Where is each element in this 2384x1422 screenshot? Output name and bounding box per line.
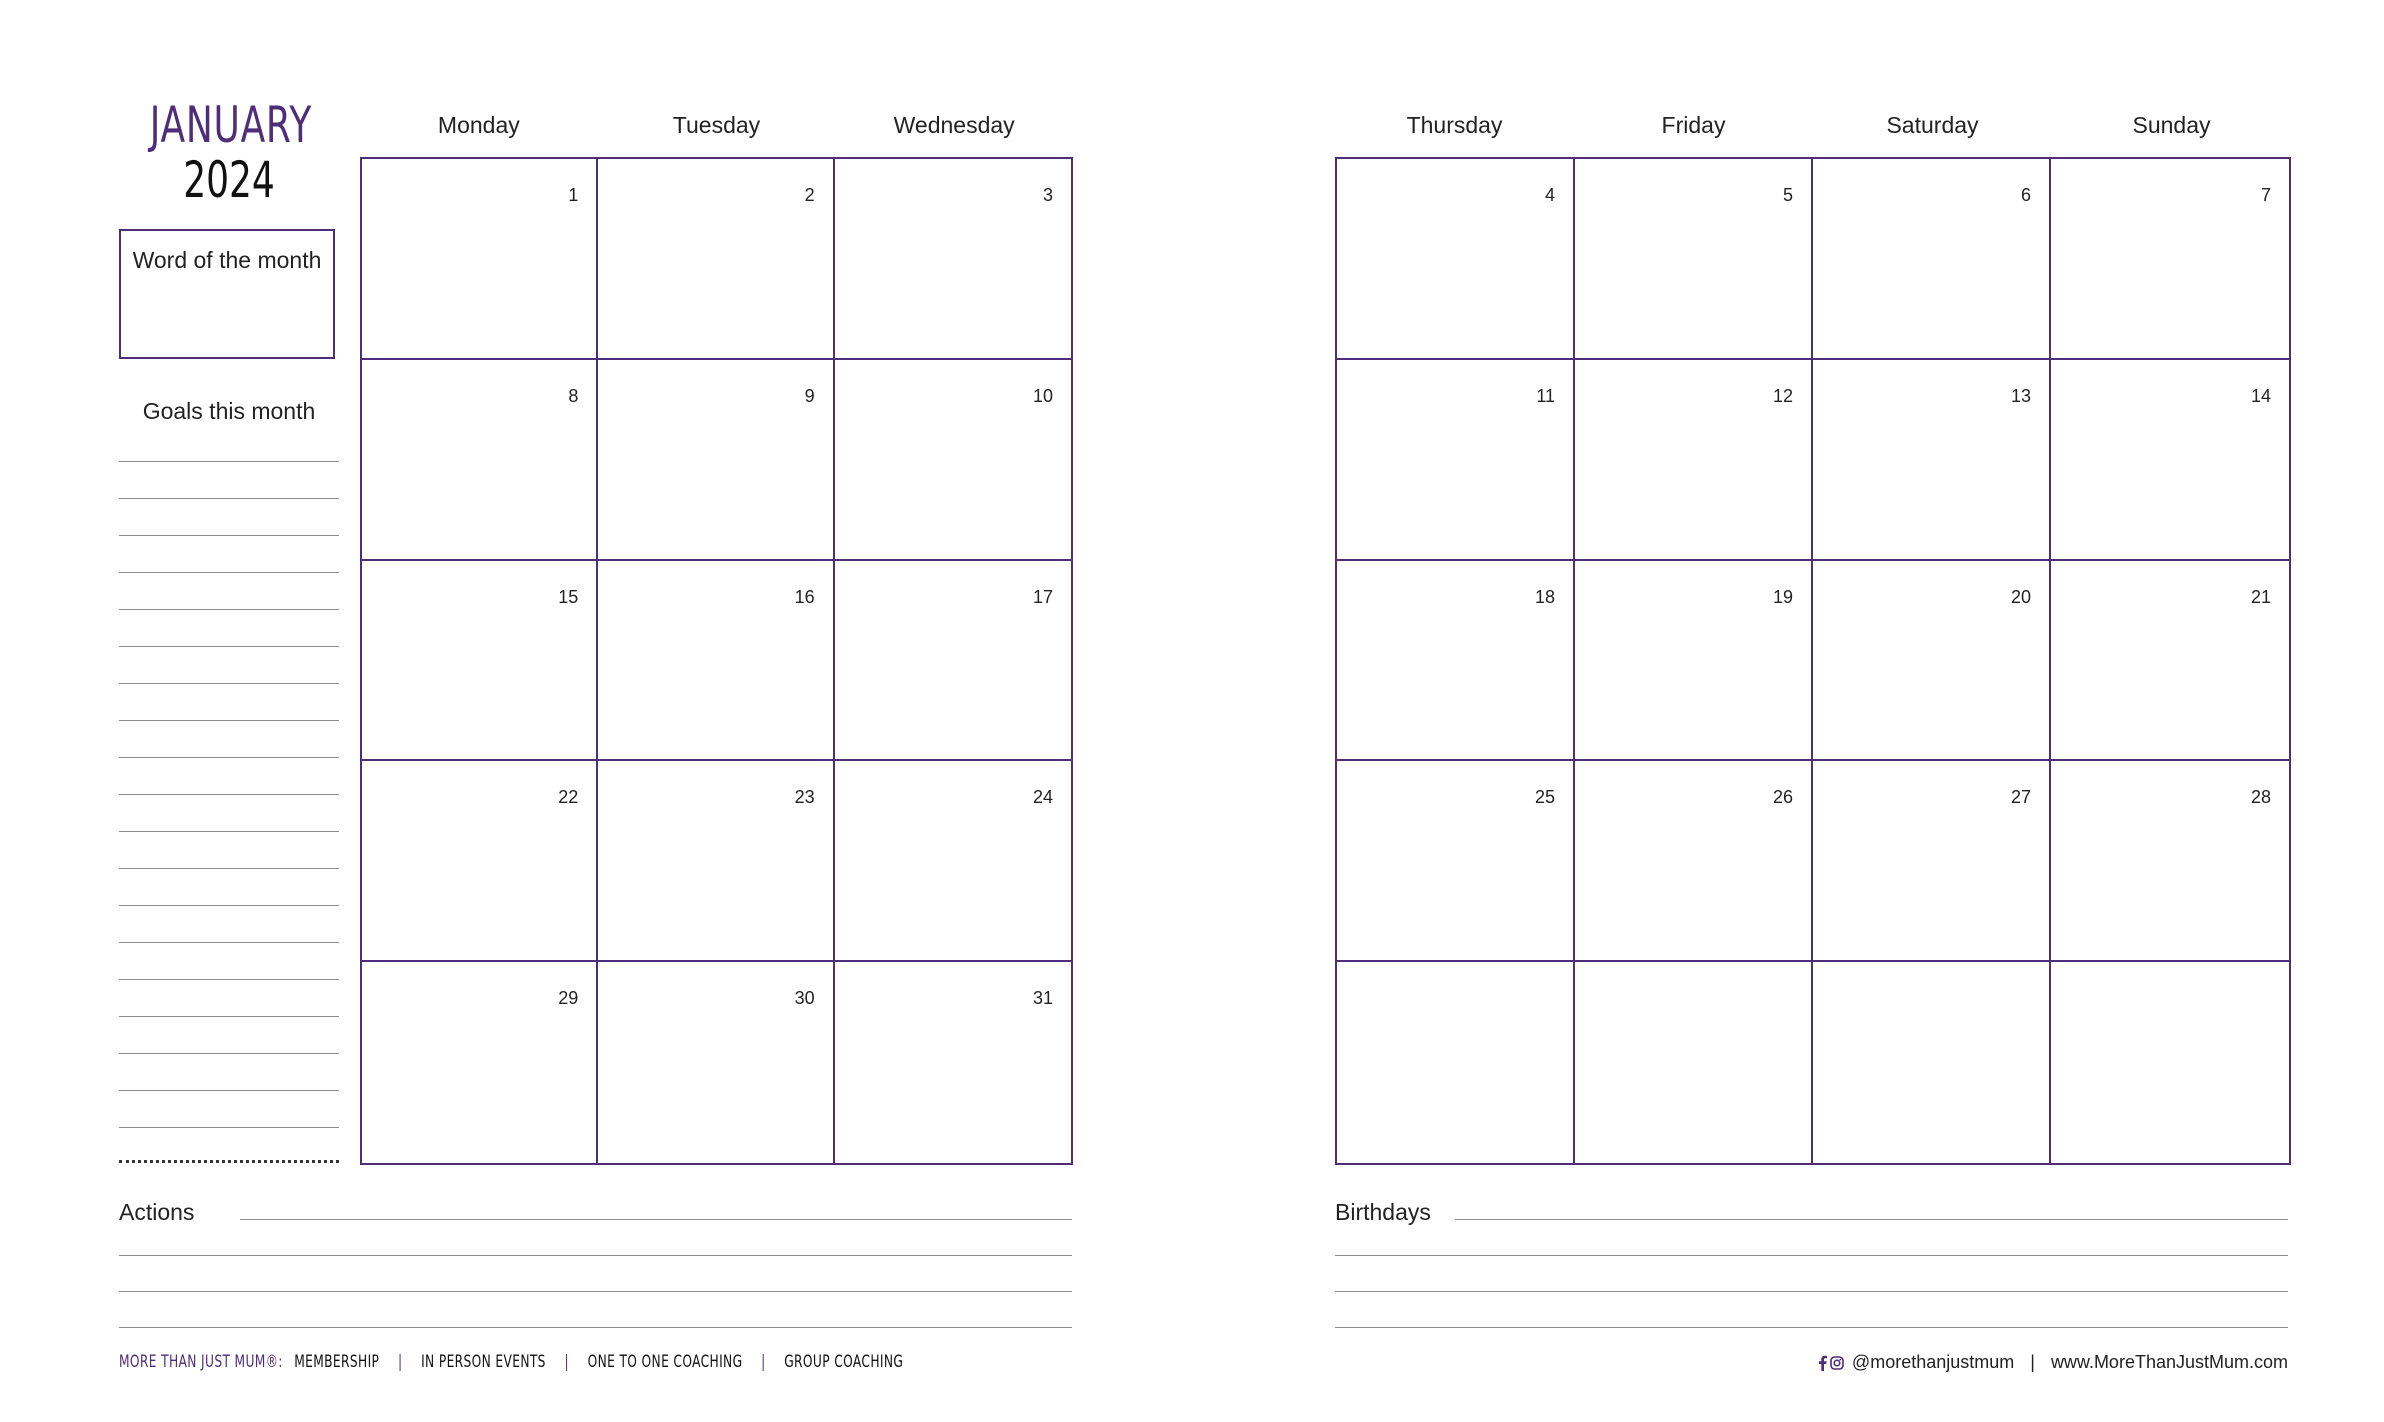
day-cell[interactable] [362,561,598,762]
goals-label: Goals this month [142,398,316,424]
day-number: 19 [1772,586,1793,607]
footer-separator: | [397,1352,403,1372]
goal-line[interactable] [119,1127,339,1128]
day-number: 27 [2010,787,2031,808]
goal-line[interactable] [119,646,339,647]
actions-line[interactable] [119,1291,1072,1292]
day-header: Thursday [1406,112,1503,138]
calendar-grid-left [360,157,1073,1165]
day-number: 1 [568,185,579,205]
social-handle[interactable]: @morethanjustmum [1851,1352,2015,1372]
day-header: Tuesday [672,112,761,138]
word-of-month-label: Word of the month [132,247,322,273]
word-of-month-box[interactable] [119,229,335,359]
day-cell[interactable] [835,962,1071,1163]
birthdays-line[interactable] [1455,1219,2288,1220]
day-number: 9 [804,385,815,406]
day-number: 16 [794,586,815,607]
footer-separator: | [564,1352,569,1372]
day-cell[interactable] [1813,962,2051,1163]
actions-line[interactable] [119,1327,1072,1328]
day-cell[interactable] [1813,360,2051,561]
day-cell[interactable] [835,360,1071,561]
day-cell[interactable] [1337,561,1575,762]
day-number: 11 [1536,385,1555,406]
birthdays-label: Birthdays [1335,1199,1431,1225]
day-cell[interactable] [1575,159,1813,360]
day-number: 23 [794,787,815,808]
day-number: 7 [2260,185,2271,205]
day-number: 6 [2020,185,2031,205]
actions-label: Actions [119,1199,195,1225]
goal-line[interactable] [119,461,339,462]
instagram-icon[interactable] [1830,1356,1844,1370]
goal-line[interactable] [119,905,339,906]
day-number: 28 [2250,787,2271,808]
goal-line[interactable] [119,535,339,536]
goal-line[interactable] [119,979,339,980]
goal-line[interactable] [119,1053,339,1054]
day-cell[interactable] [598,561,834,762]
day-number: 4 [1544,185,1555,205]
day-cell[interactable] [598,761,834,962]
day-number: 15 [558,586,579,607]
day-cell[interactable] [1813,561,2051,762]
day-cell[interactable] [598,962,834,1163]
footer-separator: | [761,1352,766,1372]
goal-line[interactable] [119,498,339,499]
birthdays-line[interactable] [1335,1327,2288,1328]
day-cell[interactable] [835,761,1071,962]
day-number: 18 [1534,586,1555,607]
actions-line[interactable] [240,1219,1072,1220]
birthdays-line[interactable] [1335,1291,2288,1292]
goal-line[interactable] [119,757,339,758]
day-cell[interactable] [1337,360,1575,561]
day-cell[interactable] [835,159,1071,360]
day-number: 25 [1534,787,1555,808]
footer-link-group-coaching[interactable]: GROUP COACHING [784,1352,904,1372]
day-header: Sunday [2132,112,2211,138]
day-cell[interactable] [1337,761,1575,962]
day-cell[interactable] [2051,962,2289,1163]
day-header: Monday [437,112,520,138]
goal-line[interactable] [119,683,339,684]
dotted-divider [119,1160,339,1163]
footer-services [119,1352,903,1372]
day-number: 30 [794,988,815,1009]
footer-contact [1818,1352,2288,1373]
day-cell[interactable] [1575,561,1813,762]
day-number: 22 [558,787,579,808]
day-cell[interactable] [1813,761,2051,962]
actions-line[interactable] [119,1255,1072,1256]
day-number: 29 [558,988,579,1009]
day-number: 8 [568,385,579,406]
day-cell[interactable] [2051,761,2289,962]
day-cell[interactable] [1337,962,1575,1163]
day-cell[interactable] [598,159,834,360]
day-cell[interactable] [362,761,598,962]
day-cell[interactable] [362,962,598,1163]
day-cell[interactable] [2051,360,2289,561]
facebook-icon[interactable] [1818,1355,1827,1371]
goal-line[interactable] [119,794,339,795]
day-header: Friday [1661,112,1726,138]
goal-line[interactable] [119,1016,339,1017]
goal-line[interactable] [119,1090,339,1091]
day-cell[interactable] [598,360,834,561]
goal-line[interactable] [119,831,339,832]
footer-link-membership[interactable]: MEMBERSHIP [294,1352,380,1372]
day-cell[interactable] [1813,159,2051,360]
day-number: 26 [1772,787,1793,808]
day-number: 12 [1772,385,1793,406]
day-cell[interactable] [1337,159,1575,360]
footer-link-one-to-one-coaching[interactable]: ONE TO ONE COACHING [587,1352,743,1372]
goal-line[interactable] [119,609,339,610]
day-cell[interactable] [1575,360,1813,561]
day-number: 21 [2250,586,2271,607]
goal-line[interactable] [119,720,339,721]
day-number: 3 [1042,185,1053,205]
social-icons [1818,1355,1844,1371]
day-number: 5 [1782,185,1793,205]
day-number: 13 [2010,385,2031,406]
day-cell[interactable] [1575,962,1813,1163]
footer-separator: | [2030,1352,2035,1372]
day-number: 20 [2010,586,2031,607]
year-title: 2024 [183,151,275,209]
goal-line[interactable] [119,868,339,869]
calendar-grid-right [1335,157,2291,1165]
day-number: 10 [1032,385,1053,406]
day-number: 24 [1032,787,1053,808]
goal-line[interactable] [119,572,339,573]
day-cell[interactable] [835,561,1071,762]
birthdays-line[interactable] [1335,1255,2288,1256]
day-cell[interactable] [1575,761,1813,962]
day-number: 14 [2250,385,2271,406]
month-title: JANUARY [149,96,313,154]
day-cell[interactable] [362,360,598,561]
day-number: 31 [1032,988,1053,1009]
day-cell[interactable] [2051,561,2289,762]
day-header: Saturday [1886,112,1979,138]
footer-link-in-person-events[interactable]: IN PERSON EVENTS [421,1352,546,1372]
website-link[interactable]: www.MoreThanJustMum.com [2050,1352,2288,1372]
day-header: Wednesday [893,112,1015,138]
day-number: 2 [804,185,815,205]
goal-line[interactable] [119,942,339,943]
brand-name: MORE THAN JUST MUM®: [119,1352,283,1372]
day-cell[interactable] [362,159,598,360]
day-number: 17 [1032,586,1053,607]
day-cell[interactable] [2051,159,2289,360]
